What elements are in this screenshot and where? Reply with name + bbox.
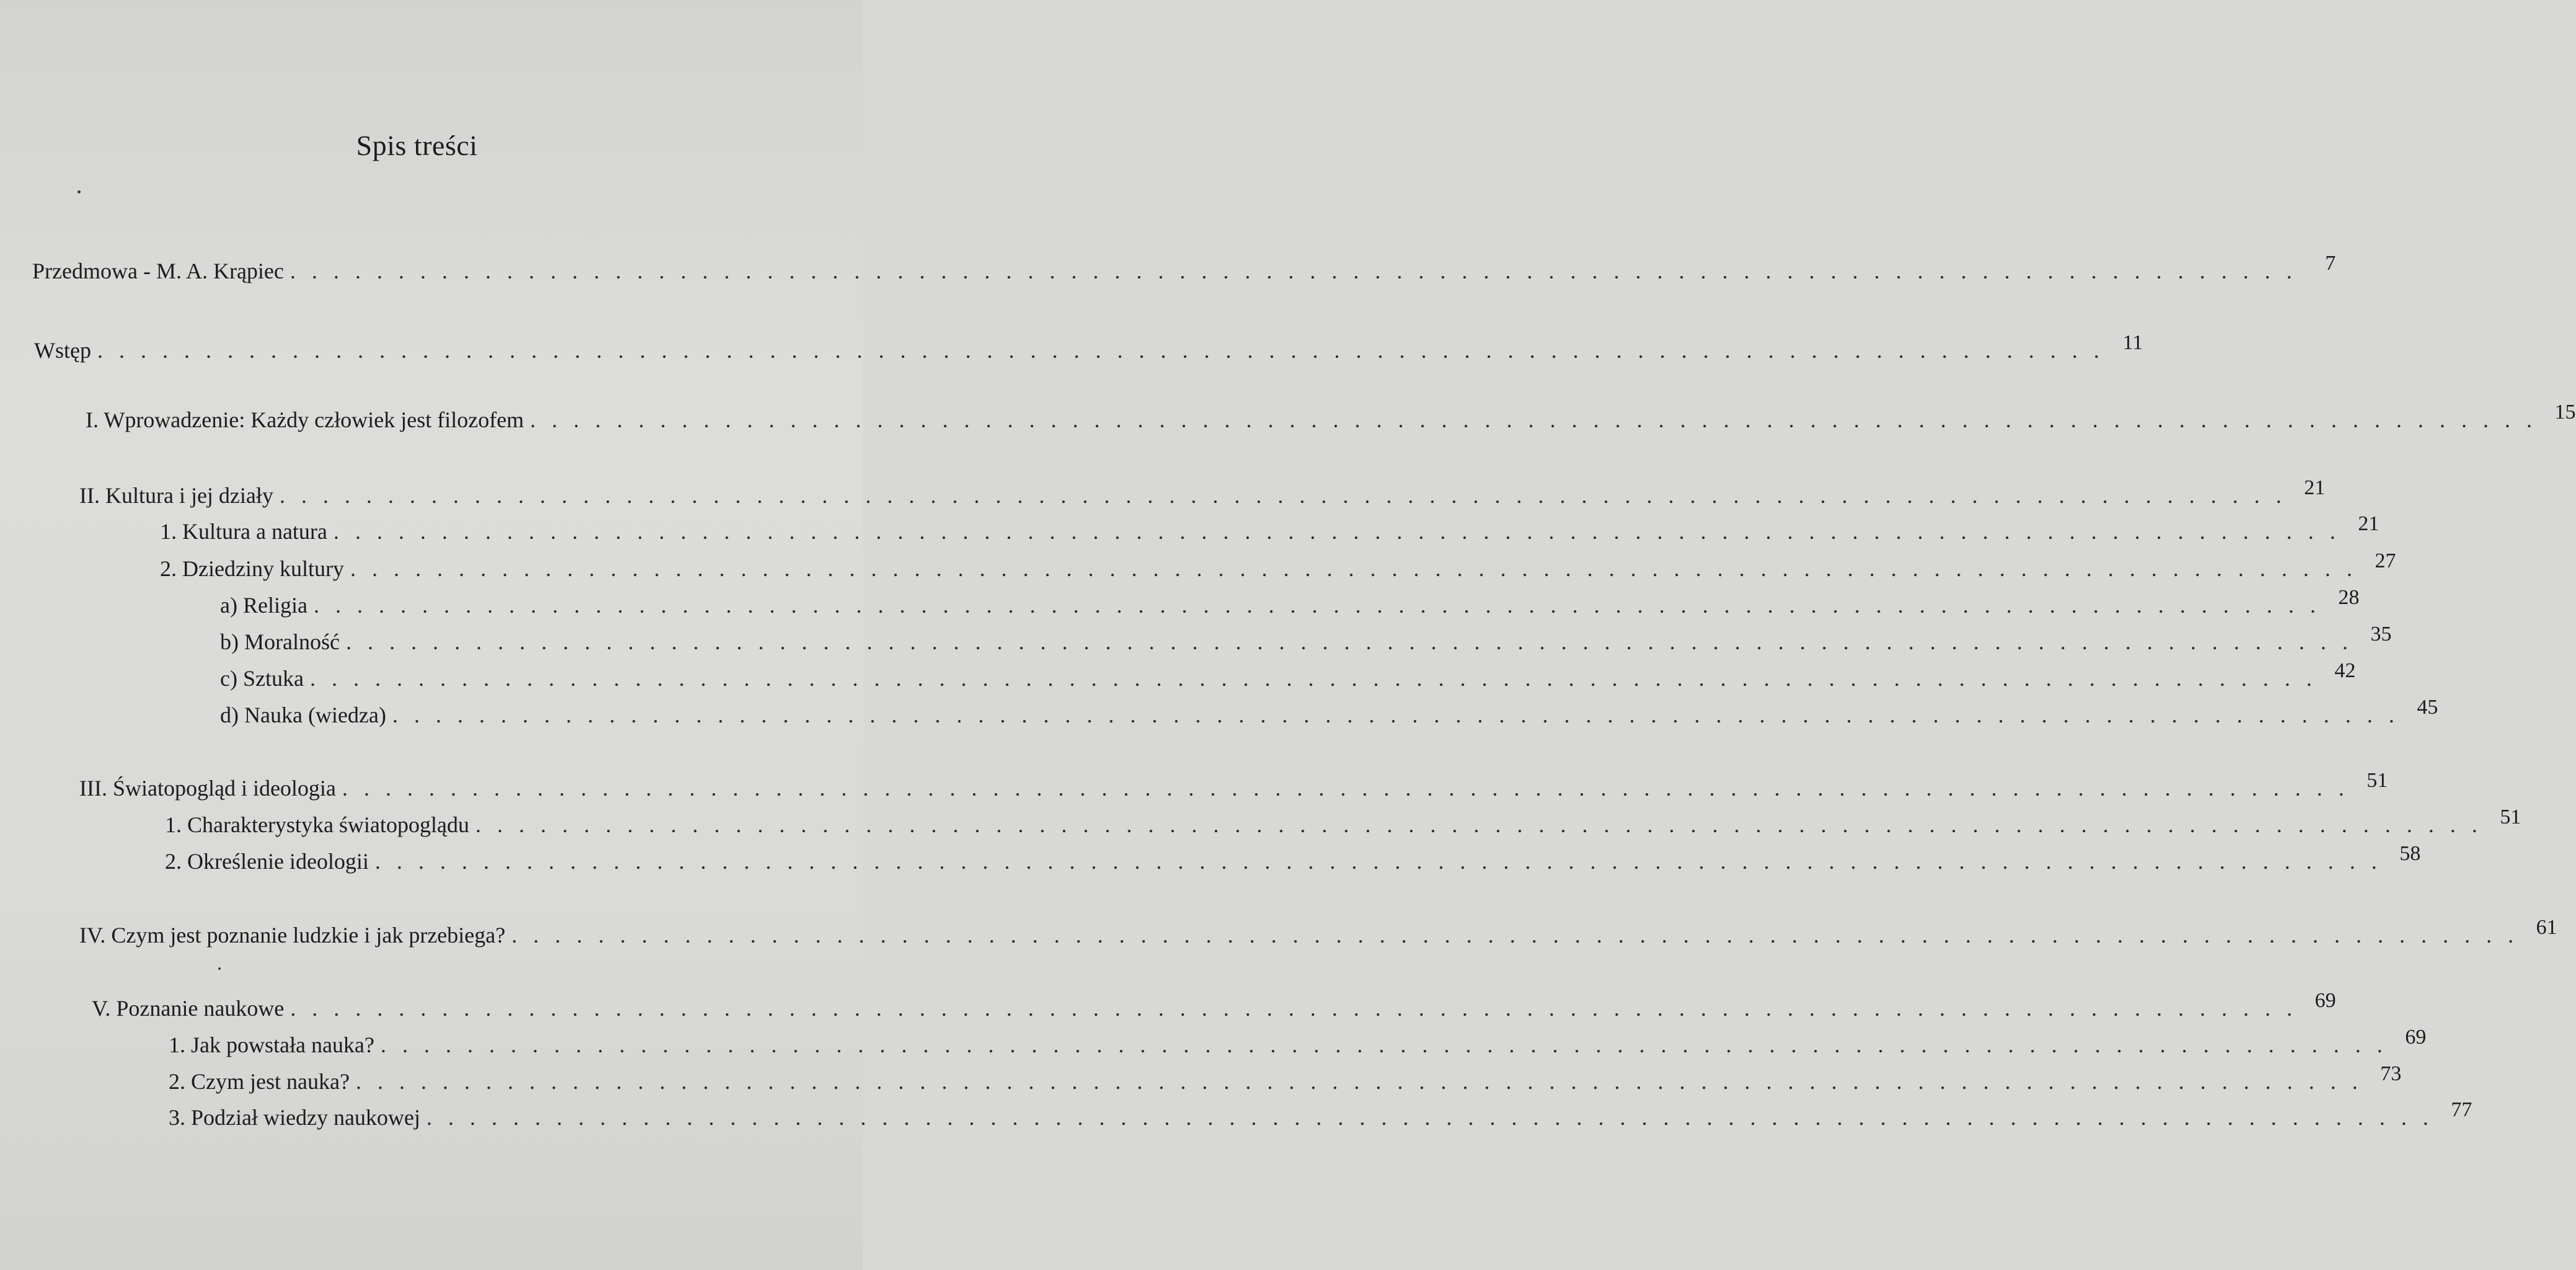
toc-leader-dots: . . . . . . . . . . . . . . . . . . . . . . . . . . . . . . . . . . . . . . . . . . . . . . . . . . . . . . . . . . . . . . . . . . . . . . . . . . . . . . . . . . . . . . . . . . . . . bbox=[374, 849, 2383, 874]
toc-page-number: 73 bbox=[2380, 1062, 2402, 1085]
toc-page-number: 77 bbox=[2451, 1098, 2472, 1121]
toc-leader-dots: . . . . . . . . . . . . . . . . . . . . . . . . . . . . . . . . . . . . . . . . . . . . . . . . . . . . . . . . . . . . . . . . . . . . . . . . . . . . . . . . . . . . . . . . . . . . . bbox=[350, 556, 2358, 581]
toc-leader-dots: . . . . . . . . . . . . . . . . . . . . . . . . . . . . . . . . . . . . . . . . . . . . . . . . . . . . . . . . . . . . . . . . . . . . . . . . . . . . . . . . . . . . . . . . . . . . . bbox=[309, 666, 2317, 691]
toc-entry-preface bbox=[32, 252, 2336, 286]
toc-entry-label: I. Wprowadzenie: Każdy człowiek jest filozofem bbox=[86, 407, 524, 432]
print-speck bbox=[218, 967, 221, 970]
toc-entry-label: 2. Określenie ideologii bbox=[165, 849, 369, 874]
toc-page-number: 61 bbox=[2536, 916, 2557, 939]
toc-entry-section-3-2 bbox=[165, 842, 2421, 877]
toc-leader-dots: . . . . . . . . . . . . . . . . . . . . . . . . . . . . . . . . . . . . . . . . . . . . . . . . . . . . . . . . . . . . . . . . . . . . . . . . . . . . . . . . . . . . . . . . . . . . . bbox=[530, 407, 2538, 432]
toc-entry-subsection-d bbox=[220, 696, 2438, 730]
toc-entry-chapter-5 bbox=[92, 989, 2336, 1024]
toc-page-number: 51 bbox=[2366, 769, 2388, 792]
toc-entry-label: b) Moralność bbox=[220, 629, 340, 654]
toc-entry-section-5-3 bbox=[169, 1098, 2472, 1133]
page-title: Spis treści bbox=[356, 130, 478, 161]
toc-leader-dots: . . . . . . . . . . . . . . . . . . . . . . . . . . . . . . . . . . . . . . . . . . . . . . . . . . . . . . . . . . . . . . . . . . . . . . . . . . . . . . . . . . . . . . . . . . . . . bbox=[345, 629, 2353, 654]
toc-leader-dots: . . . . . . . . . . . . . . . . . . . . . . . . . . . . . . . . . . . . . . . . . . . . . . . . . . . . . . . . . . . . . . . . . . . . . . . . . . . . . . . . . . . . . . . . . . . . . bbox=[511, 923, 2519, 948]
toc-leader-dots: . . . . . . . . . . . . . . . . . . . . . . . . . . . . . . . . . . . . . . . . . . . . . . . . . . . . . . . . . . . . . . . . . . . . . . . . . . . . . . . . . . . . . . . . . . . . . bbox=[355, 1069, 2363, 1094]
toc-entry-section-2-2 bbox=[160, 549, 2396, 584]
toc-entry-label: d) Nauka (wiedza) bbox=[220, 703, 386, 727]
toc-page-number: 21 bbox=[2304, 476, 2326, 499]
toc-entry-subsection-b bbox=[220, 623, 2392, 657]
toc-leader-dots: . . . . . . . . . . . . . . . . . . . . . . . . . . . . . . . . . . . . . . . . . . . . . . . . . . . . . . . . . . . . . . . . . . . . . . . . . . . . . . . . . . . . . . . . . . . . . bbox=[333, 519, 2341, 544]
toc-entry-label: V. Poznanie naukowe bbox=[92, 996, 285, 1021]
toc-leader-dots: . . . . . . . . . . . . . . . . . . . . . . . . . . . . . . . . . . . . . . . . . . . . . . . . . . . . . . . . . . . . . . . . . . . . . . . . . . . . . . . . . . . . . . . . . . . . . bbox=[380, 1032, 2388, 1057]
toc-page-number: 7 bbox=[2325, 252, 2336, 275]
toc-page-number: 51 bbox=[2500, 806, 2521, 828]
toc-entry-subsection-a bbox=[220, 586, 2360, 621]
toc-page-number: 42 bbox=[2334, 659, 2356, 682]
toc-entry-introduction bbox=[34, 331, 2143, 366]
toc-entry-chapter-1 bbox=[86, 401, 2576, 435]
toc-page-number: 21 bbox=[2358, 512, 2379, 535]
toc-leader-dots: . . . . . . . . . . . . . . . . . . . . . . . . . . . . . . . . . . . . . . . . . . . . . . . . . . . . . . . . . . . . . . . . . . . . . . . . . . . . . . . . . . . . . . . . . . . . . bbox=[290, 259, 2298, 283]
toc-leader-dots: . . . . . . . . . . . . . . . . . . . . . . . . . . . . . . . . . . . . . . . . . . . . . . . . . . . . . . . . . . . . . . . . . . . . . . . . . . . . . . . . . . . . . . . . . . . . . bbox=[313, 593, 2321, 618]
toc-entry-section-5-2 bbox=[169, 1062, 2402, 1097]
toc-page-number: 15 bbox=[2554, 401, 2576, 424]
toc-entry-label: 2. Dziedziny kultury bbox=[160, 556, 344, 581]
toc-leader-dots: . . . . . . . . . . . . . . . . . . . . . . . . . . . . . . . . . . . . . . . . . . . . . . . . . . . . . . . . . . . . . . . . . . . . . . . . . . . . . . . . . . . . . . . . . . . . . bbox=[426, 1105, 2434, 1130]
toc-leader-dots: . . . . . . . . . . . . . . . . . . . . . . . . . . . . . . . . . . . . . . . . . . . . . . . . . . . . . . . . . . . . . . . . . . . . . . . . . . . . . . . . . . . . . . . . . . . . . bbox=[279, 483, 2287, 508]
toc-entry-label: 1. Kultura a natura bbox=[160, 519, 327, 544]
toc-leader-dots: . . . . . . . . . . . . . . . . . . . . . . . . . . . . . . . . . . . . . . . . . . . . . . . . . . . . . . . . . . . . . . . . . . . . . . . . . . . . . . . . . . . . . . . . . . . . . bbox=[392, 703, 2400, 727]
toc-entry-label: II. Kultura i jej działy bbox=[79, 483, 273, 508]
toc-page-number: 27 bbox=[2375, 549, 2396, 572]
toc-leader-dots: . . . . . . . . . . . . . . . . . . . . . . . . . . . . . . . . . . . . . . . . . . . . . . . . . . . . . . . . . . . . . . . . . . . . . . . . . . . . . . . . . . . . . . . . . . . . . bbox=[290, 996, 2298, 1021]
toc-entry-label: a) Religia bbox=[220, 593, 308, 618]
toc-entry-label: 3. Podział wiedzy naukowej bbox=[169, 1105, 420, 1130]
toc-leader-dots: . . . . . . . . . . . . . . . . . . . . . . . . . . . . . . . . . . . . . . . . . . . . . . . . . . . . . . . . . . . . . . . . . . . . . . . . . . . . . . . . . . . . . . . . . . . . . bbox=[342, 776, 2350, 801]
toc-page-number: 58 bbox=[2399, 842, 2421, 865]
print-speck bbox=[77, 190, 81, 193]
toc-leader-dots: . . . . . . . . . . . . . . . . . . . . . . . . . . . . . . . . . . . . . . . . . . . . . . . . . . . . . . . . . . . . . . . . . . . . . . . . . . . . . . . . . . . . . . . . . . . . . bbox=[475, 812, 2483, 837]
toc-page-number: 11 bbox=[2122, 331, 2143, 354]
toc-page-number: 35 bbox=[2370, 623, 2392, 646]
toc-entry-label: 1. Jak powstała nauka? bbox=[169, 1032, 374, 1057]
toc-page-number: 45 bbox=[2417, 696, 2438, 719]
toc-leader-dots: . . . . . . . . . . . . . . . . . . . . . . . . . . . . . . . . . . . . . . . . . . . . . . . . . . . . . . . . . . . . . . . . . . . . . . . . . . . . . . . . . . . . . . . . . . . . . bbox=[97, 338, 2105, 363]
toc-entry-label: 2. Czym jest nauka? bbox=[169, 1069, 350, 1094]
toc-entry-label: IV. Czym jest poznanie ludzkie i jak przebiega? bbox=[79, 923, 506, 948]
toc-entry-label: Wstęp bbox=[34, 338, 91, 363]
toc-entry-chapter-4 bbox=[79, 916, 2557, 951]
toc-page-number: 69 bbox=[2405, 1026, 2427, 1049]
toc-entry-chapter-2 bbox=[79, 476, 2326, 511]
toc-entry-label: III. Światopogląd i ideologia bbox=[79, 776, 336, 801]
toc-entry-section-5-1 bbox=[169, 1026, 2427, 1060]
toc-entry-label: 1. Charakterystyka światopoglądu bbox=[165, 812, 469, 837]
toc-entry-section-2-1 bbox=[160, 512, 2379, 547]
toc-entry-label: Przedmowa - M. A. Krąpiec bbox=[32, 259, 284, 283]
toc-entry-chapter-3 bbox=[79, 769, 2388, 804]
toc-page-number: 28 bbox=[2338, 586, 2360, 609]
toc-entry-label: c) Sztuka bbox=[220, 666, 304, 691]
toc-entry-section-3-1 bbox=[165, 806, 2521, 840]
toc-entry-subsection-c bbox=[220, 659, 2356, 694]
toc-page-number: 69 bbox=[2314, 989, 2336, 1012]
